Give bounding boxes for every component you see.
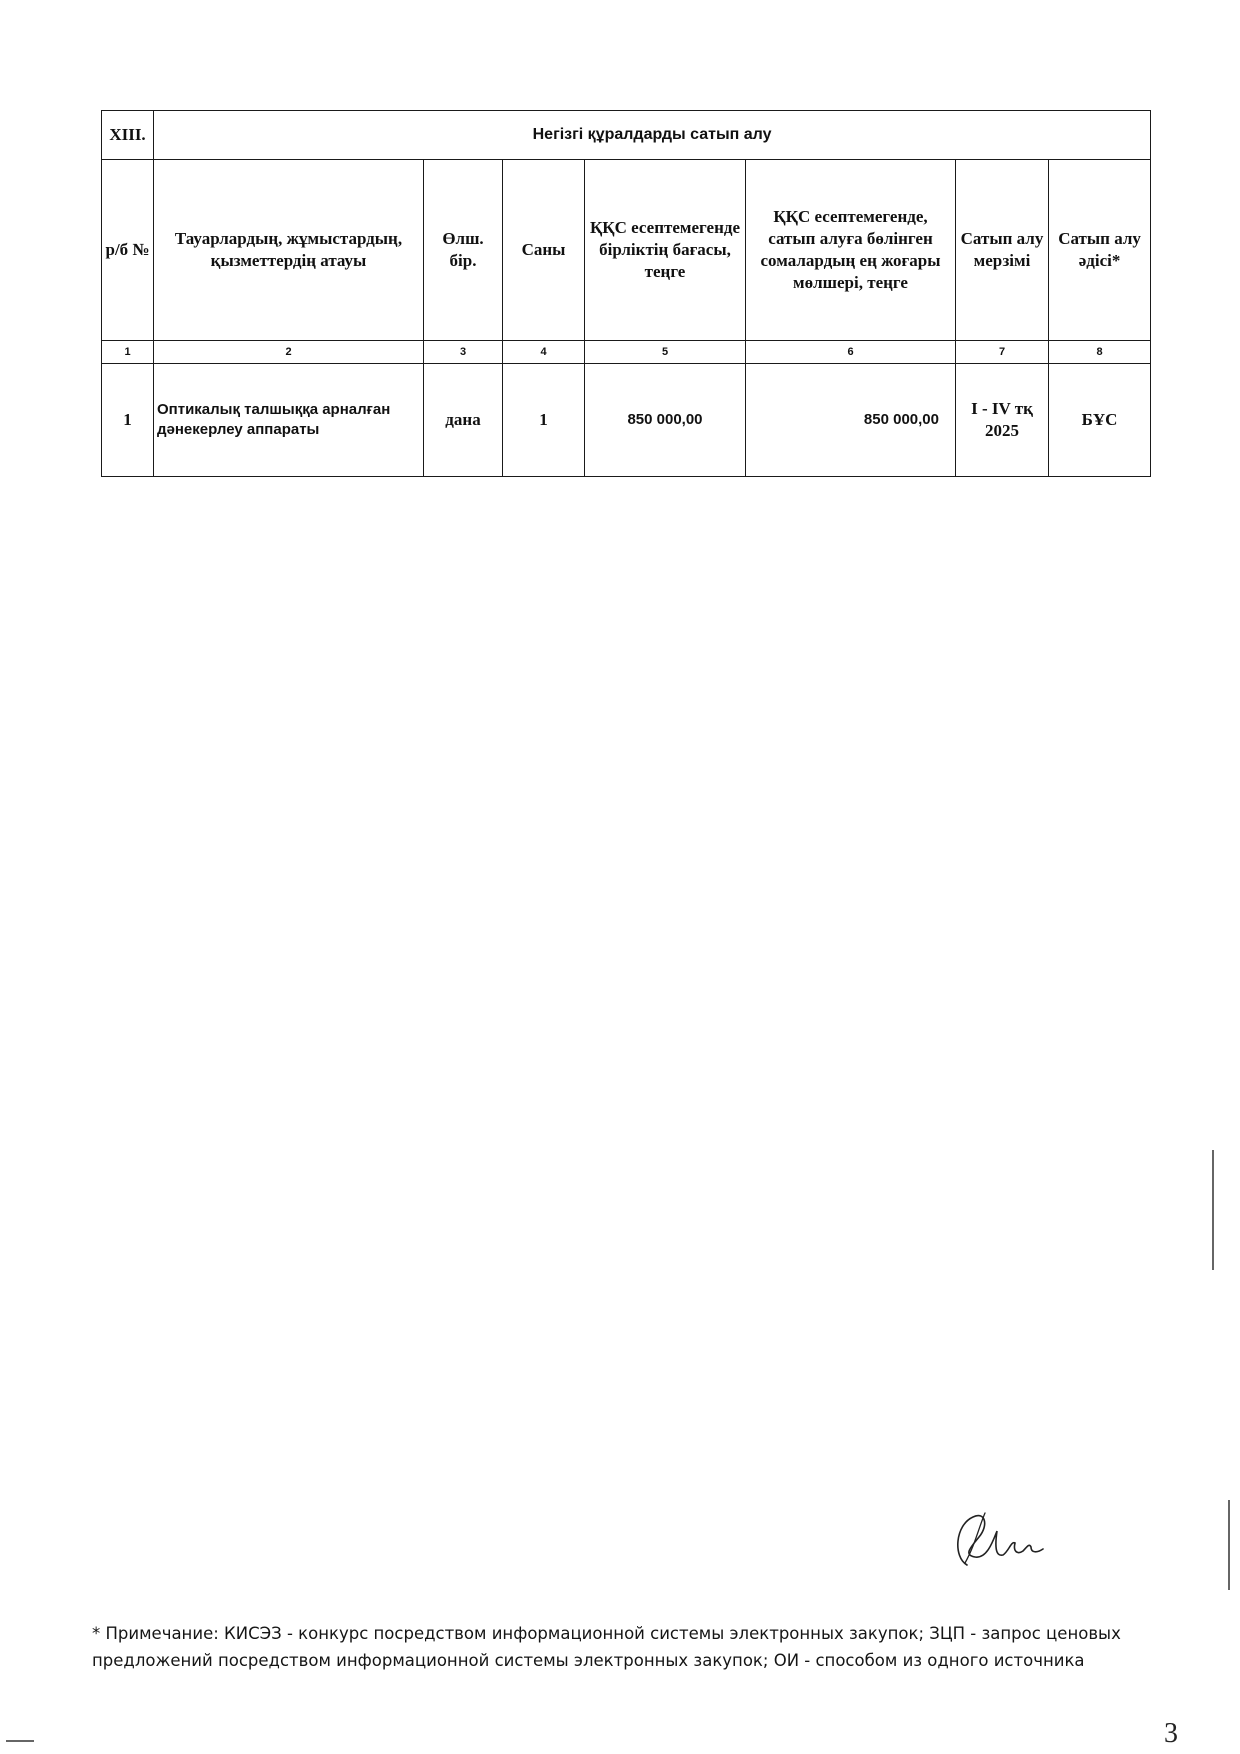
- header-item-name: Тауарлардың, жұмыстардың, қызметтердің атауы: [154, 160, 424, 341]
- item-unit-price: 850 000,00: [585, 364, 746, 477]
- item-quantity: 1: [503, 364, 585, 477]
- header-unit: Өлш. бір.: [424, 160, 503, 341]
- section-row: [102, 111, 1151, 160]
- column-number: 5: [585, 341, 746, 364]
- scan-edge-line: [1212, 1150, 1214, 1270]
- section-number: XIII.: [102, 111, 154, 160]
- page-number: 3: [1164, 1718, 1178, 1749]
- item-method: БҰС: [1049, 364, 1151, 477]
- item-period: I - IV тқ 2025: [956, 364, 1049, 477]
- table-row: [102, 364, 1151, 477]
- header-method: Сатып алу әдісі*: [1049, 160, 1151, 341]
- column-number: 6: [746, 341, 956, 364]
- scan-edge-line: [6, 1740, 34, 1742]
- header-quantity: Саны: [503, 160, 585, 341]
- procurement-table: [101, 110, 1151, 477]
- column-number: 3: [424, 341, 503, 364]
- item-unit: дана: [424, 364, 503, 477]
- footnote: * Примечание: КИСЭЗ - конкурс посредством информационной системы электронных закупок; ЗЦП - запрос ценовых предложений посредством информационной системы электронных закупок; ОИ - способом из одного источника: [92, 1624, 1121, 1671]
- row-number: 1: [102, 364, 154, 477]
- column-number: 1: [102, 341, 154, 364]
- column-number: 8: [1049, 341, 1151, 364]
- header-unit-price: ҚҚС есептемегенде бірліктің бағасы, теңге: [585, 160, 746, 341]
- header-max-amount: ҚҚС есептемегенде, сатып алуға бөлінген сомалардың ең жоғары мөлшері, теңге: [746, 160, 956, 341]
- handwritten-signature: [945, 1505, 1055, 1575]
- scan-edge-line: [1228, 1500, 1230, 1590]
- header-row-number: р/б №: [102, 160, 154, 341]
- column-number: 2: [154, 341, 424, 364]
- header-period: Сатып алу мерзімі: [956, 160, 1049, 341]
- header-row: [102, 160, 1151, 341]
- column-number: 4: [503, 341, 585, 364]
- column-number-row: [102, 341, 1151, 364]
- item-name: Оптикалық талшыққа арналған дәнекерлеу аппараты: [154, 364, 424, 477]
- column-number: 7: [956, 341, 1049, 364]
- section-title: Негізгі құралдарды сатып алу: [154, 111, 1151, 160]
- item-max-amount: 850 000,00: [746, 364, 956, 477]
